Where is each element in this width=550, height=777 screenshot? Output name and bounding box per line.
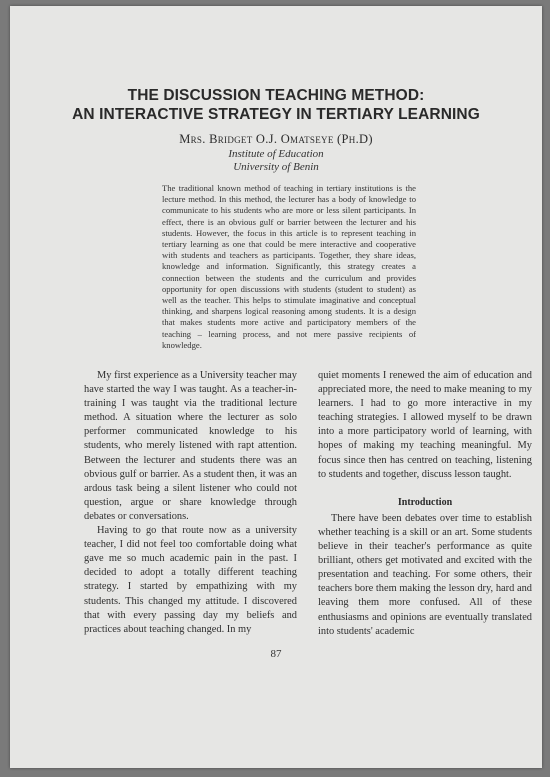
title-line-1: THE DISCUSSION TEACHING METHOD:: [127, 87, 425, 104]
body-paragraph: Having to go that route now as a university teacher, I did not feel too comfortable doing what gave me so much academic pain in the past. I decided to adopt a totally different teaching strategy. I started by empathizing with my students. This changed my attitude. I discovered that with every passing day my beliefs and practices about teaching changed. In my: [84, 525, 297, 635]
document-page: [10, 6, 542, 768]
author-name: Mrs. Bridget O.J. Omatseye (Ph.D): [179, 132, 373, 146]
body-paragraph: quiet moments I renewed the aim of education and appreciated more, the need to make meaning to my learners. I had to go more interactive in my teaching strategies. I allowed myself to be drawn into a more participatory world of learning, with hopes of making my teaching meaningful. My focus since then has centred on teaching, listening to students and together, discuss lesson taught.: [318, 370, 532, 480]
page-number: 87: [270, 648, 282, 660]
body-column-left: [84, 369, 297, 637]
affiliation-line-2: University of Benin: [233, 161, 319, 173]
title-line-2: AN INTERACTIVE STRATEGY IN TERTIARY LEARNING: [72, 106, 480, 123]
article-title: [30, 86, 522, 124]
body-paragraph: My first experience as a University teacher may have started the way I was taught. As a teacher-in-training I was taught via the traditional lecture method. A situation where the lecturer as solo performer communicated knowledge to his students, who merely listened with rapt attention. Between the lecturer and students there was an obvious gulf or barrier. As a student then, it was an ardous task being a silent listener who could not question, argue or share knowledge through debates or conversations.: [84, 370, 297, 522]
abstract: The traditional known method of teaching in tertiary institutions is the lecture method. In this method, the lecturer has a body of knowledge to communicate to his students who are more or less silent participants. In effect, there is an obvious gulf or barrier between the lecturer and his students. However, the focus in this article is to represent teaching in tertiary learning as one that could be mere interactive and cooperative with students and teachers as participants. Together, they share ideas, knowledge and information. Significantly, this strategy creates a connection between the students and the curriculum and provides opportunity for open discussions with students (student to student) as well as the teacher. This helps to stimulate imaginative and conceptual thinking, and sharpens logical reasoning among students. It is a design that makes students more active and participatory members of the teaching – learning process, and not mere passive recipients of knowledge.: [162, 183, 416, 350]
affiliation-line-1: Institute of Education: [228, 148, 324, 160]
author-affiliation: [10, 148, 542, 174]
body-paragraph: There have been debates over time to establish whether teaching is a skill or an art. Some students believe in their teacher's performance as quite brilliant, others get motivated and excited with the presentation and teaching. For some others, their teachers bore them making the lesson dry, hard and leaving them more confused. All of these enthusiasms and opinions are eventually translated into students' academic: [318, 512, 532, 637]
section-heading: Introduction: [397, 496, 453, 508]
body-column-right: [318, 369, 532, 639]
